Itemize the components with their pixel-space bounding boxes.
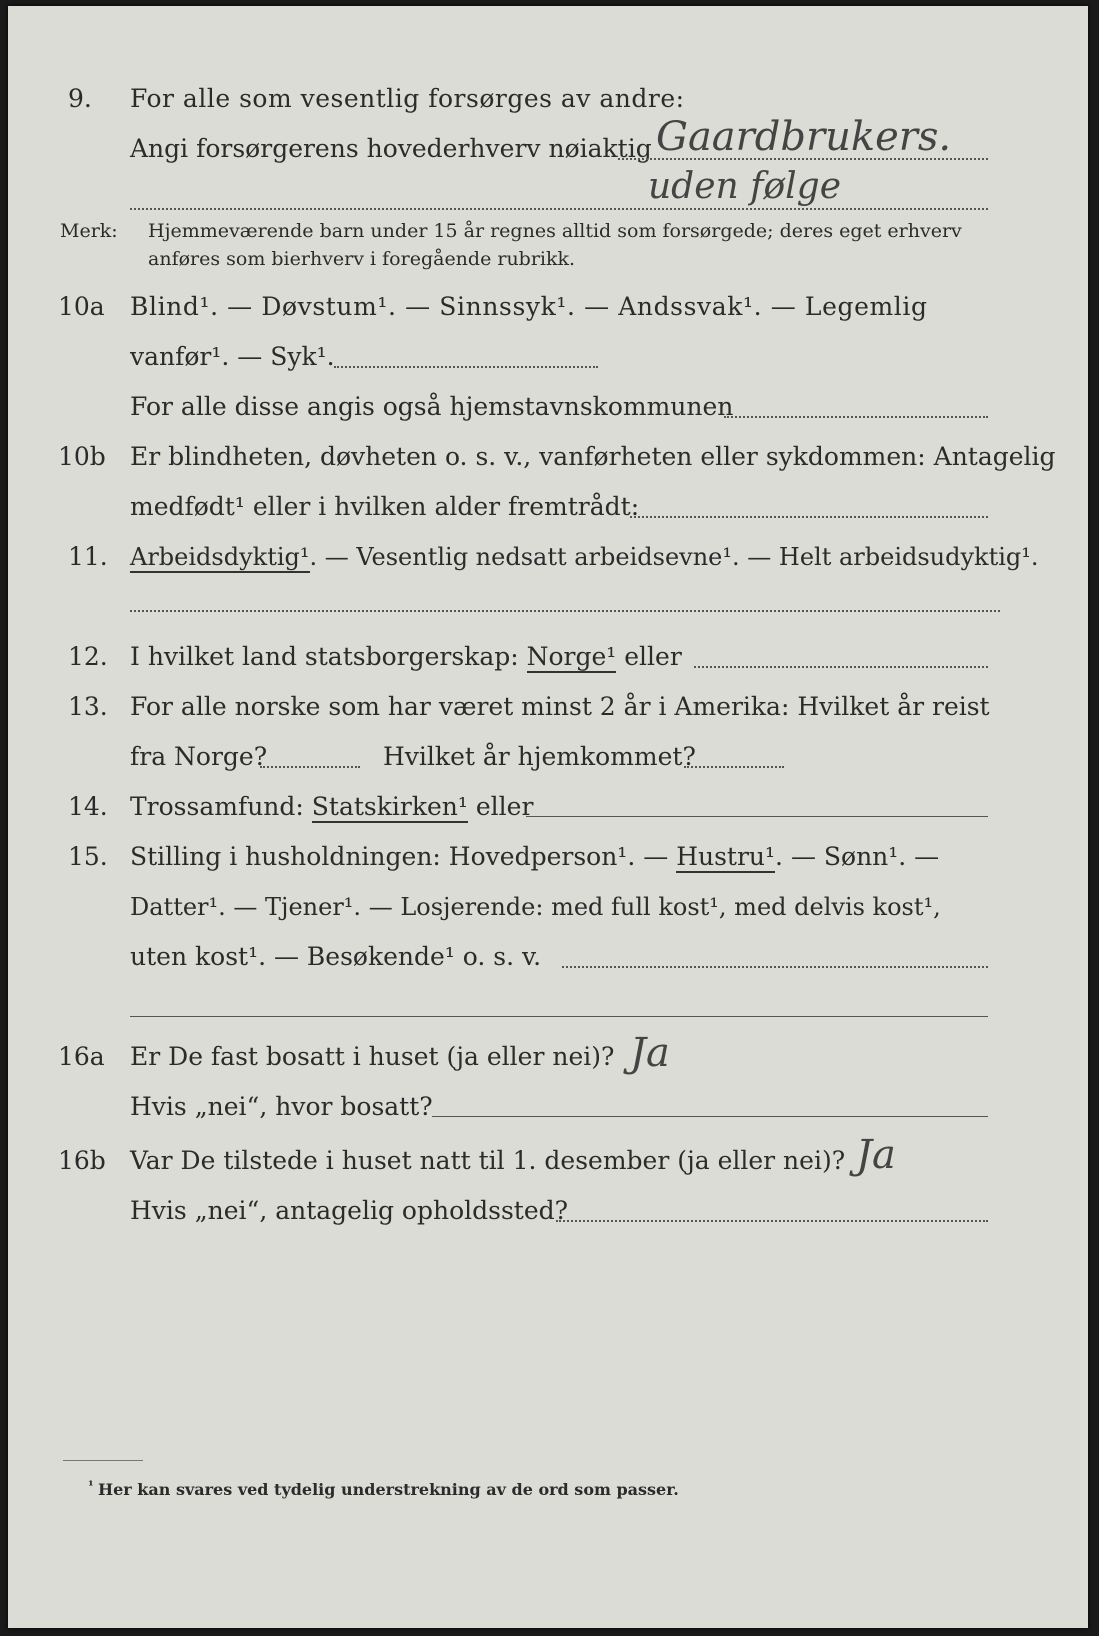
q16b-number: 16b [58,1146,106,1175]
q15-line2: Datter¹. — Tjener¹. — Losjerende: med full kost¹, med delvis kost¹, [130,893,941,921]
q10b-line1: Er blindheten, døvheten o. s. v., vanførheten eller sykdommen: Antagelig [130,442,1056,471]
q9-answer-line2 [130,208,988,210]
q11-rest: . — Vesentlig nedsatt arbeidsevne¹. — Helt arbeidsudyktig¹. [309,543,1039,571]
merk-label: Merk: [60,220,118,242]
q11-line [130,542,1039,572]
q13-year-returned-line [684,766,784,768]
q10b-number: 10b [58,442,106,471]
q14-underlined-answer: Statskirken¹ [311,792,468,821]
q14-question: Trossamfund: [130,792,304,821]
q14-answer-line [526,816,988,817]
q9-line2: Angi forsørgerens hovederhverv nøiaktig [130,134,652,163]
census-form-page [8,6,1088,1628]
q16a-line1: Er De fast bosatt i huset (ja eller nei)? [130,1042,615,1071]
q16b-answer-line [556,1220,988,1222]
q15-line1 [130,842,939,872]
q16b-line1: Var De tilstede i huset natt til 1. desember (ja eller nei)? [130,1146,846,1175]
q10a-home-municipality-line [724,416,988,418]
q15-line3: uten kost¹. — Besøkende¹ o. s. v. [130,942,542,971]
q10a-line3: For alle disse angis også hjemstavnskommunen [130,392,734,421]
q12-underlined-answer: Norge¹ [526,642,617,671]
q14-line [130,792,533,822]
q15-extra-line [130,1016,988,1017]
q12-question: I hvilket land statsborgerskap: [130,642,519,671]
q13-line2b: Hvilket år hjemkommet? [383,742,696,771]
q16a-answer-line [432,1116,988,1117]
q10a-line2: vanfør¹. — Syk¹. [130,342,335,371]
q13-number: 13. [68,692,108,721]
q16a-number: 16a [58,1042,105,1071]
q14-number: 14. [68,792,108,821]
q10b-answer-line [630,516,988,518]
footnote-mark: ¹ [88,1479,94,1494]
q16b-answer-handwritten: Ja [856,1132,896,1178]
q10a-answer-line [334,366,598,368]
q12-line [130,642,682,672]
q11-number: 11. [68,542,108,571]
merk-line1: Hjemmeværende barn under 15 år regnes alltid som forsørgede; deres eget erhverv [148,220,962,242]
q10a-line1: Blind¹. — Døvstum¹. — Sinnssyk¹. — Andssvak¹. — Legemlig [130,292,928,321]
q16a-answer-handwritten: Ja [630,1030,670,1076]
q13-line1: For alle norske som har været minst 2 år i Amerika: Hvilket år reist [130,692,990,721]
q9-number: 9. [68,84,92,113]
q10a-number: 10a [58,292,105,321]
q11-underlined-answer: Arbeidsdyktig¹ [130,543,310,571]
q9-answer-handwritten-2: uden følge [648,166,842,207]
q15-underlined-answer: Hustru¹ [676,842,776,871]
q13-year-left-line [260,766,360,768]
footnote-rule [63,1460,143,1461]
q13-line2a: fra Norge? [130,742,268,771]
q12-number: 12. [68,642,108,671]
q9-answer-handwritten-1: Gaardbrukers. [656,114,952,160]
q15-number: 15. [68,842,108,871]
q15-line1-pre: Stilling i husholdningen: Hovedperson¹. — [130,842,669,871]
footnote-text: Her kan svares ved tydelig understrekning av de ord som passer. [98,1480,679,1499]
q14-post: eller [475,792,534,821]
q15-line1-post: . — Sønn¹. — [775,842,940,871]
q15-answer-line [562,966,988,968]
q11-extra-line [130,610,1000,612]
q9-line1: For alle som vesentlig forsørges av andre: [130,84,685,113]
merk-line2: anføres som bierhverv i foregående rubrikk. [148,248,576,270]
q16b-line2: Hvis „nei“, antagelig opholdssted? [130,1196,569,1225]
q10b-line2: medfødt¹ eller i hvilken alder fremtrådt: [130,492,640,521]
q12-answer-line [694,666,988,668]
q12-post: eller [624,642,682,671]
q16a-line2: Hvis „nei“, hvor bosatt? [130,1092,433,1121]
